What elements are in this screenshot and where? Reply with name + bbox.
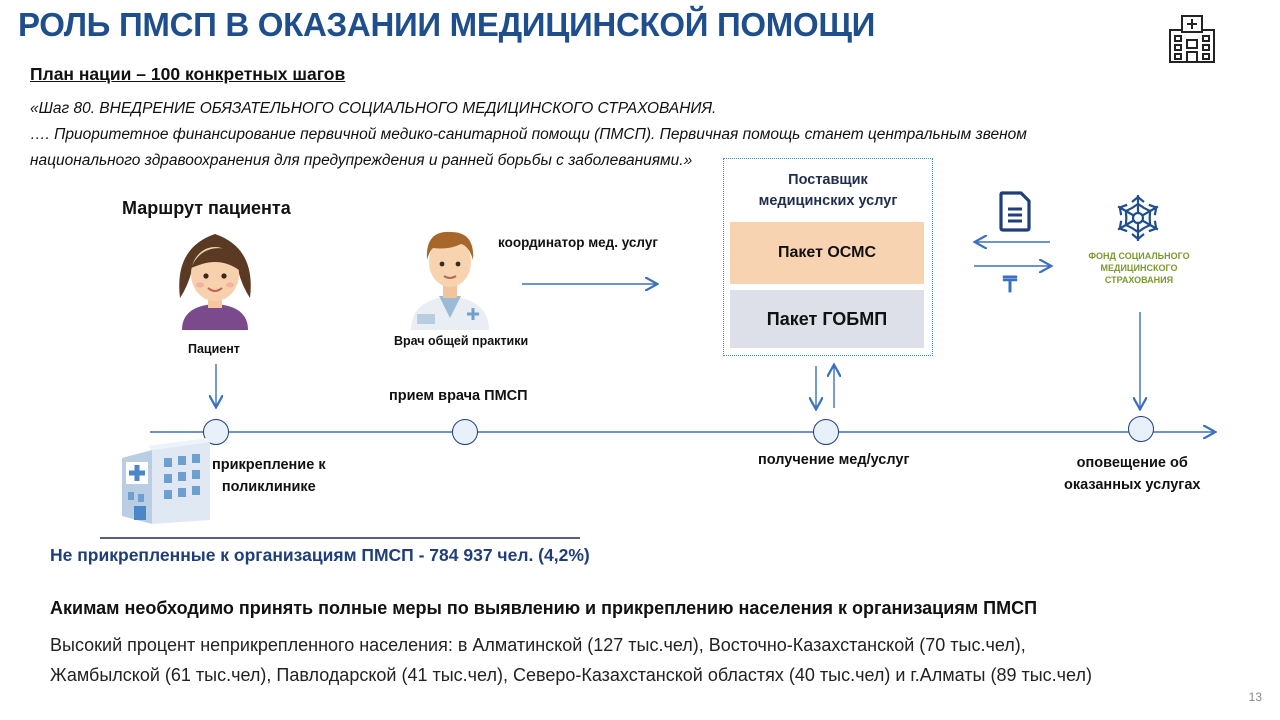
tenge-currency-icon: ₸: [1003, 272, 1017, 297]
route-title: Маршрут пациента: [122, 198, 291, 218]
quote-line-3: национального здравоохранения для предупреждения и ранней борьбы с заболеваниями.»: [30, 152, 693, 169]
unattached-stat: Не прикрепленные к организациям ПМСП - 784 937 чел. (4,2%): [50, 545, 590, 565]
step-attach-label: прикрепление к поликлинике: [212, 457, 326, 495]
quote-line-1: «Шаг 80. ВНЕДРЕНИЕ ОБЯЗАТЕЛЬНОГО СОЦИАЛЬНОГО МЕДИЦИНСКОГО СТРАХОВАНИЯ.: [30, 100, 717, 117]
akim-heading: Акимам необходимо принять полные меры по выявлению и прикреплению населения к организациям ПМСП: [50, 598, 1038, 618]
step-services-label: получение мед/услуг: [758, 452, 910, 468]
timeline-dot-reception: [452, 419, 478, 445]
page-title: РОЛЬ ПМСП В ОКАЗАНИИ МЕДИЦИНСКОЙ ПОМОЩИ: [18, 6, 876, 43]
patient-label: Пациент: [188, 342, 240, 356]
step-reception-label: прием врача ПМСП: [389, 388, 528, 404]
step-notify-label: оповещение об оказанных услугах: [1064, 455, 1201, 493]
package-gobmp: Пакет ГОБМП: [730, 290, 924, 348]
quote-line-2: …. Приоритетное финансирование первичной медико-санитарной помощи (ПМСП). Первичная помощь станет центральным звеном: [30, 126, 1027, 143]
detail-text: Высокий процент неприкрепленного населения: в Алматинской (127 тыс.чел), Восточно-Казахстанской (70 тыс.чел), Жамбылской (61 тыс.чел), Павлодарской (41 тыс.чел), Северо-Казахстанской областях (40 тыс.чел) и г.Алматы (89 тыс.чел): [50, 635, 1092, 685]
timeline-dot-notify: [1128, 416, 1154, 442]
timeline-dot-services: [813, 419, 839, 445]
doctor-label: Врач общей практики: [394, 334, 529, 348]
package-osms: Пакет ОСМС: [730, 222, 924, 284]
coordinator-label: координатор мед. услуг: [498, 235, 658, 250]
clinic-building-icon: [118, 436, 214, 526]
fund-label: ФОНД СОЦИАЛЬНОГО МЕДИЦИНСКОГО СТРАХОВАНИЯ: [1088, 251, 1190, 285]
plan-heading: План нации – 100 конкретных шагов: [30, 64, 346, 84]
provider-title: Поставщик медицинских услуг: [758, 172, 898, 209]
page-number: 13: [1248, 690, 1262, 704]
